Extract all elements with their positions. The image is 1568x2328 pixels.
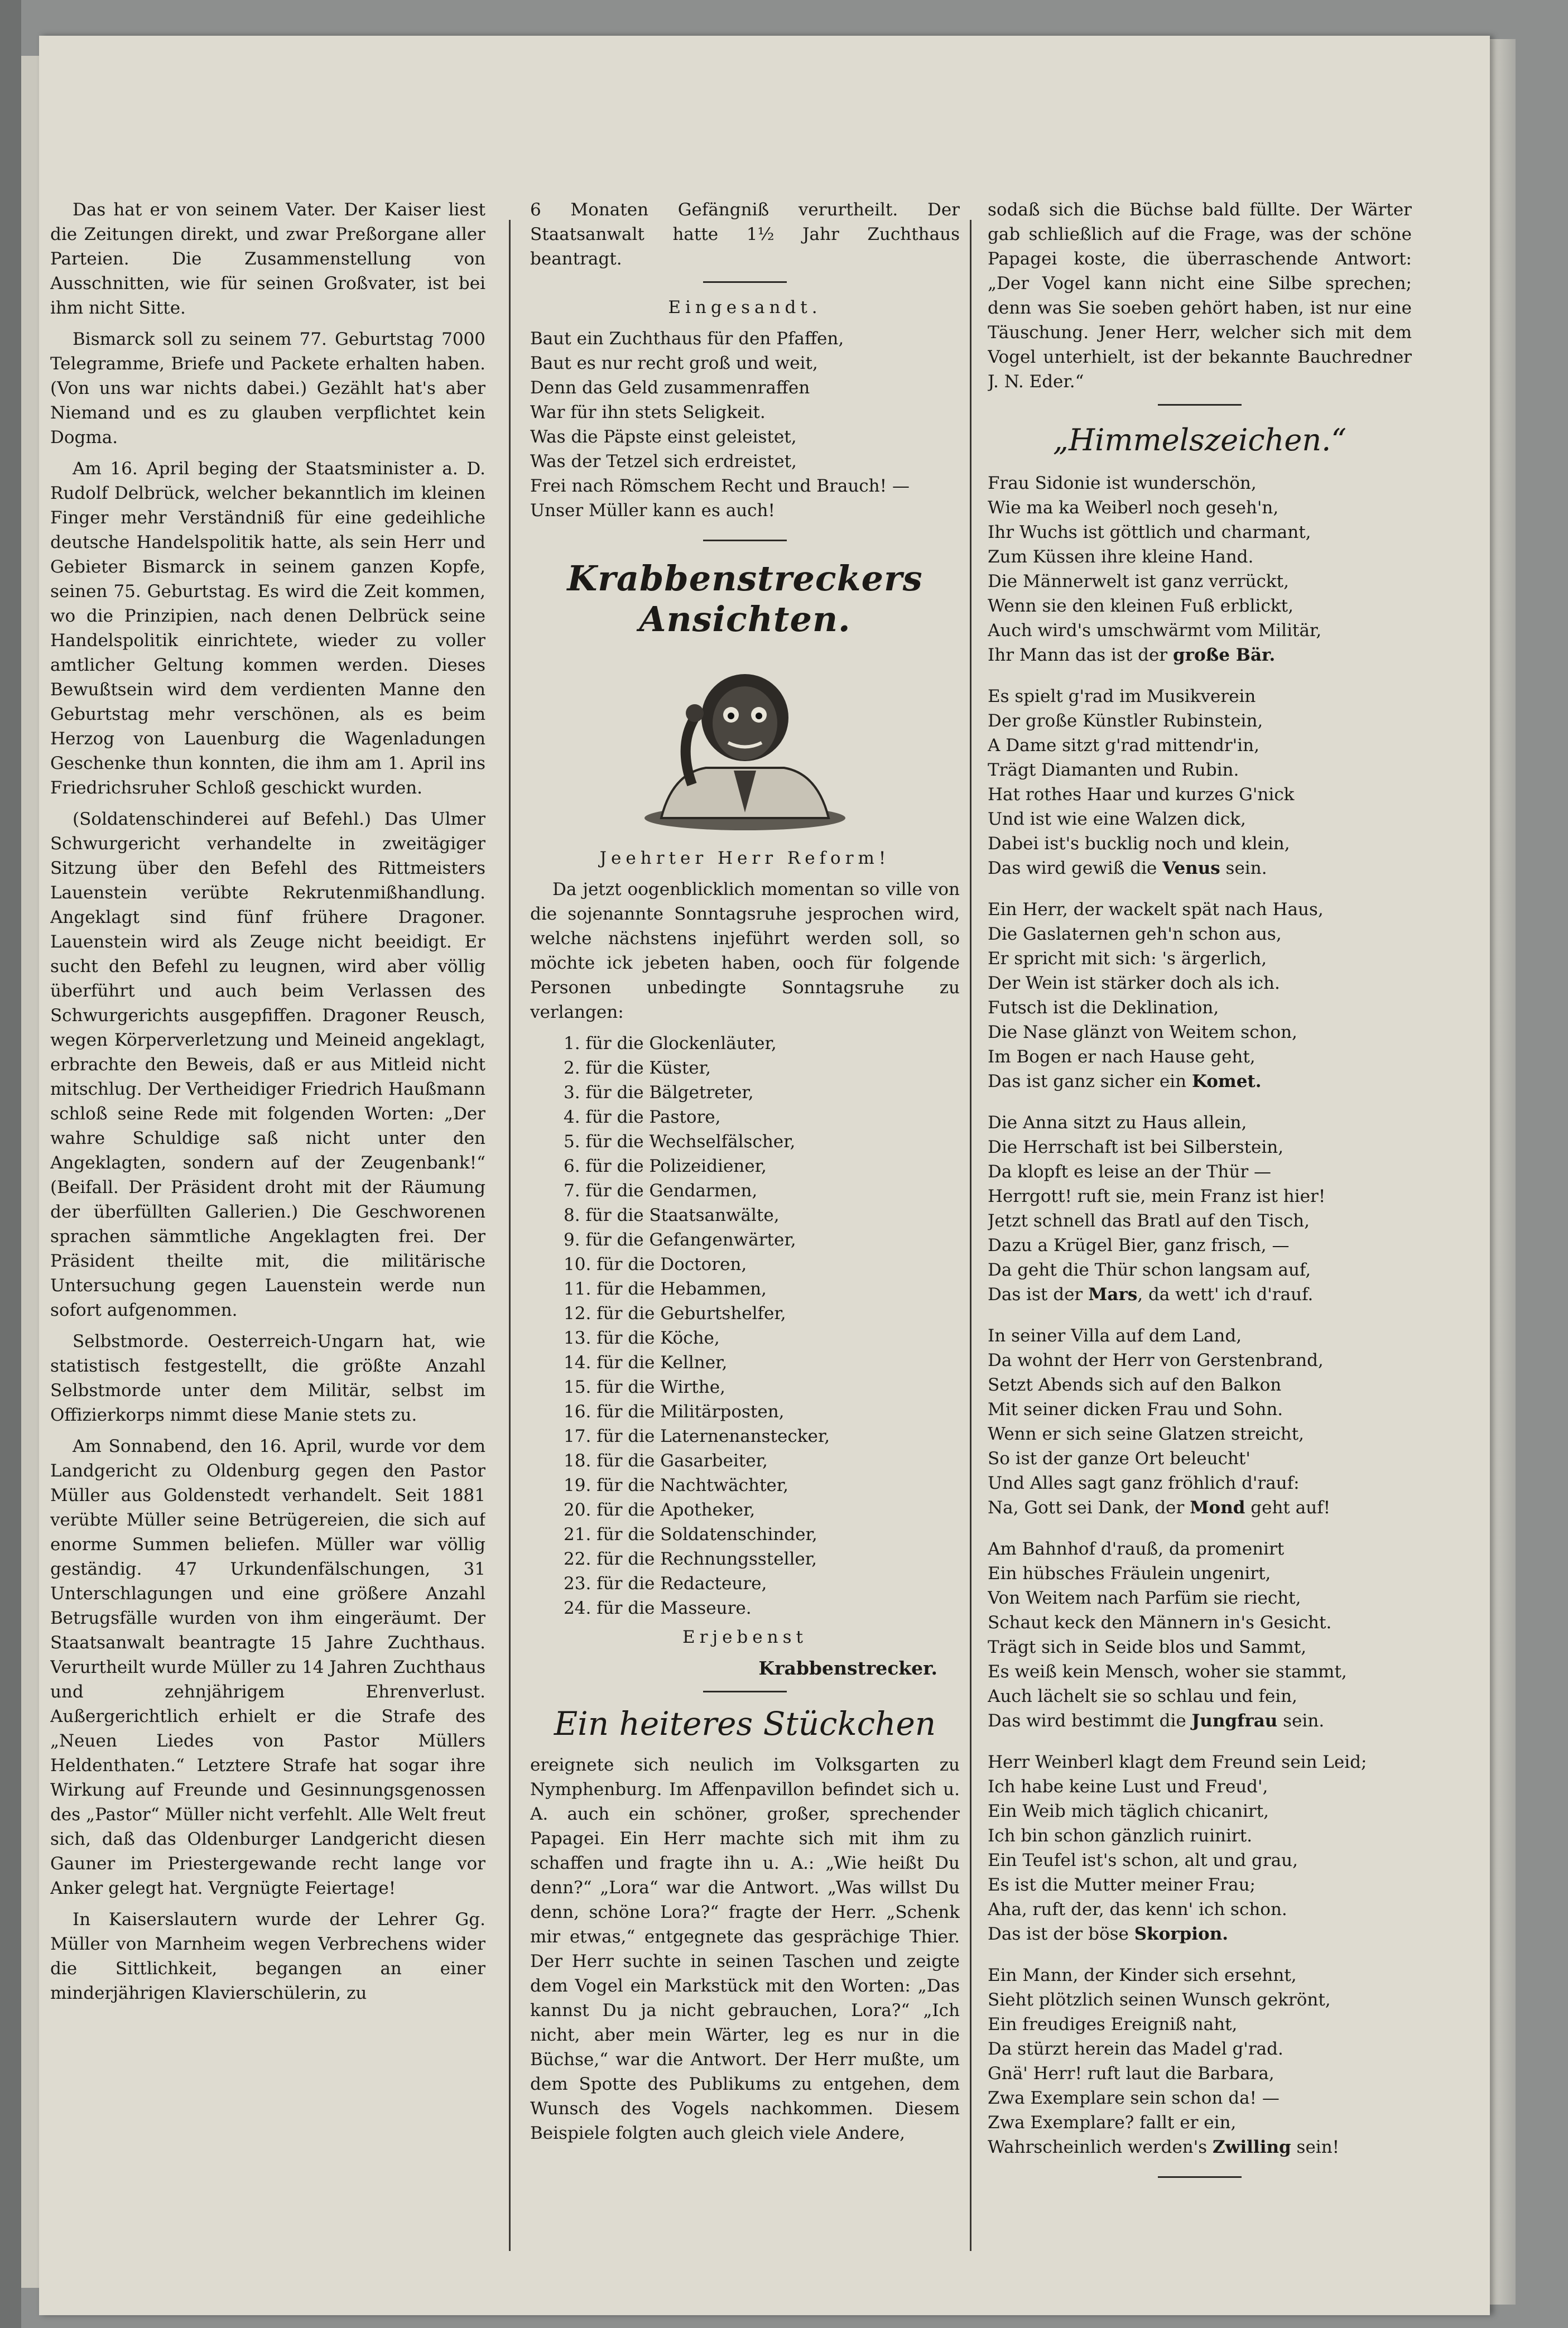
poem-line: Was die Päpste einst geleistet,	[530, 427, 797, 447]
poem-line: Die Gaslaternen geh'n schon aus,	[988, 924, 1282, 944]
poem-line: Hat rothes Haar und kurzes G'nick	[988, 785, 1295, 805]
poem-line: Ein freudiges Ereigniß naht,	[988, 2014, 1238, 2034]
poem-line	[988, 643, 1412, 667]
column-2	[530, 198, 960, 2152]
list-item: 9. für die Gefangenwärter,	[564, 1230, 796, 1250]
poem-line: Aha, ruft der, das kenn' ich schon.	[988, 1899, 1287, 1920]
list-item: 12. für die Geburtshelfer,	[564, 1304, 786, 1324]
poem-line: Zwa Exemplare? fallt er ein,	[988, 2113, 1237, 2133]
poem-line: Zwa Exemplare sein schon da! —	[988, 2088, 1280, 2108]
list-item: 18. für die Gasarbeiter,	[564, 1451, 768, 1471]
paragraph-bismarck: Bismarck soll zu seinem 77. Geburtstag 7000 Telegramme, Briefe und Packete erhalten haben. (Von uns war nichts dabei.) Gezählt hat's aber Niemand und es zu glauben verpflichtet kein Dogma.	[50, 329, 485, 448]
poem-line: Unser Müller kann es auch!	[530, 501, 775, 521]
poem-line: Die Nase glänzt von Weitem schon,	[988, 1022, 1297, 1042]
divider	[1158, 404, 1242, 406]
list-item: 7. für die Gendarmen,	[564, 1181, 758, 1201]
page-stack-edge	[1490, 39, 1516, 2305]
poem-line	[988, 1495, 1412, 1520]
poem-line: So ist der ganze Ort beleucht'	[988, 1449, 1250, 1469]
poem-text: Das ist der	[988, 1285, 1089, 1305]
salutation: Jeehrter Herr Reform!	[599, 848, 891, 868]
poem-line: Der Wein ist stärker doch als ich.	[988, 973, 1280, 993]
poem-line: Baut es nur recht groß und weit,	[530, 353, 818, 373]
poem-line: Der große Künstler Rubinstein,	[988, 711, 1263, 731]
poem-line: Auch wird's umschwärmt vom Militär,	[988, 621, 1322, 641]
stanza-7	[988, 1750, 1412, 1946]
constellation-name: Venus	[1162, 858, 1220, 878]
stanza-5	[988, 1324, 1412, 1520]
column-rule-1	[509, 220, 511, 2251]
list-item: 23. für die Redacteure,	[564, 1574, 767, 1594]
poem-line: Die Anna sitzt zu Haus allein,	[988, 1113, 1247, 1133]
poem-line: Die Herrschaft ist bei Silberstein,	[988, 1137, 1284, 1157]
poem-line: Da stürzt herein das Madel g'rad.	[988, 2039, 1283, 2059]
poem-line: Sieht plötzlich seinen Wunsch gekrönt,	[988, 1990, 1331, 2010]
paragraph-soldatenschinderei: (Soldatenschinderei auf Befehl.) Das Ulmer Schwurgericht verhandelte in zweitägiger Sitzung über den Befehl des Rittmeisters Lauenstein verübte Rekrutenmißhandlung. Angeklagt sind fünf frühere Dragoner. Lauenstein wird als Zeuge nicht beeidigt. Er sucht den Befehl zu leugnen, wird aber völlig überführt und auch beim Verlassen des Schwurgerichts ausgepfiffen. Dragoner Reusch, wegen Körperverletzung und Meineid angeklagt, erbrachte den Beweis, daß er aus Mitleid nicht mitschlug. Der Vertheidiger Friedrich Haußmann schloß seine Rede mit folgenden Worten: „Der wahre Schuldige saß nicht unter den Angeklagten, sondern auf der Zeugenbank!“ (Beifall. Der Präsident droht mit der Räumung der überfüllten Gallerien.) Die Geschworenen sprachen sämmtliche Angeklagten frei. Der Präsident theilte mit, die militärische Untersuchung gegen Lauenstein werde nun sofort aufgenommen.	[50, 809, 485, 1320]
list-item: 6. für die Polizeidiener,	[564, 1156, 767, 1176]
poem-text: Ihr Mann das ist der	[988, 645, 1173, 665]
poem-line: Ein Herr, der wackelt spät nach Haus,	[988, 900, 1324, 920]
list-item: 3. für die Bälgetreter,	[564, 1083, 754, 1103]
list-item: 10. für die Doctoren,	[564, 1254, 747, 1274]
poem-line: Herrgott! ruft sie, mein Franz ist hier!	[988, 1186, 1326, 1206]
poem-line	[988, 2135, 1412, 2159]
poem-text: Das ist ganz sicher ein	[988, 1071, 1192, 1091]
poem-line: Wie ma ka Weiberl noch geseh'n,	[988, 498, 1279, 518]
poem-line: Jetzt schnell das Bratl auf den Tisch,	[988, 1211, 1310, 1231]
list-item: 15. für die Wirthe,	[564, 1377, 725, 1397]
poem-line: Da wohnt der Herr von Gerstenbrand,	[988, 1350, 1324, 1370]
poem-line: Mit seiner dicken Frau und Sohn.	[988, 1399, 1283, 1420]
list-item: 11. für die Hebammen,	[564, 1279, 767, 1299]
caricature-illustration	[639, 651, 851, 835]
paragraph-selbstmorde: Selbstmorde. Oesterreich-Ungarn hat, wie statistisch festgestellt, die größte Anzahl Selbstmorde unter dem Militär, selbst im Offizierkorps nimmt diese Manie stets zu.	[50, 1331, 485, 1425]
list-item: 22. für die Rechnungssteller,	[564, 1549, 817, 1569]
poem-text: Das wird bestimmt die	[988, 1711, 1192, 1731]
poem-text: Das wird gewiß die	[988, 858, 1163, 878]
list-item: 8. für die Staatsanwälte,	[564, 1205, 780, 1225]
poem-line: Frau Sidonie ist wunderschön,	[988, 473, 1257, 493]
poem-line: Was der Tetzel sich erdreistet,	[530, 451, 797, 472]
poem-line: Trägt sich in Seide blos und Sammt,	[988, 1637, 1307, 1657]
paragraph-delbrueck: Am 16. April beging der Staatsminister a. D. Rudolf Delbrück, welcher bekanntlich im kleinen Finger mehr Verständniß für eine gedeihliche deutsche Handelspolitik hatte, als sein Herr und Gebieter Bismarck in seinem ganzen Kopfe, seinen 75. Geburtstag. Es wird die Zeit kommen, wo die Prinzipien, nach denen Delbrück seine Handelspolitik einrichtete, wieder zu voller amtlicher Geltung kommen werden. Dieses Bewußtsein wird dem verdienten Manne den Geburtstag mehr verschönen, als es beim Herzog von Lauenburg die Wagenladungen Geschenke thun konnten, die ihm am 1. April ins Friedrichsruher Schloß geschickt wurden.	[50, 459, 485, 798]
closing: Erjebenst	[682, 1627, 807, 1647]
stanza-8	[988, 1963, 1412, 2159]
poem-line: Baut ein Zuchthaus für den Pfaffen,	[530, 329, 844, 349]
paragraph-kaiserslautern: In Kaiserslautern wurde der Lehrer Gg. Müller von Marnheim wegen Verbrechens wider die Sittlichkeit, begangen an einer minderjährigen Klavierschülerin, zu	[50, 1909, 485, 2003]
paragraph-kaiser: Das hat er von seinem Vater. Der Kaiser liest die Zeitungen direkt, und zwar Preßorgane aller Parteien. Die Zusammenstellung von Ausschnitten, wie für seinen Großvater, ist bei ihm nicht Sitte.	[50, 200, 485, 318]
newspaper-page	[39, 36, 1490, 2315]
constellation-name: Mond	[1190, 1498, 1245, 1518]
poem-text: , da wett' ich d'rauf.	[1137, 1285, 1314, 1305]
poem-line: Es weiß kein Mensch, woher sie stammt,	[988, 1662, 1347, 1682]
poem-line	[988, 1282, 1412, 1307]
poem-text: Das ist der böse	[988, 1924, 1134, 1944]
list-item: 1. für die Glockenläuter,	[564, 1033, 777, 1054]
column-1	[50, 198, 485, 2012]
list-item: 21. für die Soldatenschinder,	[564, 1524, 817, 1545]
constellation-name: Mars	[1088, 1285, 1138, 1305]
poem-line: Ich habe keine Lust und Freud',	[988, 1777, 1268, 1797]
paragraph-pastor-mueller: Am Sonnabend, den 16. April, wurde vor dem Landgericht zu Oldenburg gegen den Pastor Müller aus Goldenstedt verhandelt. Seit 1881 verübte Müller seine Betrügereien, die sich auf enorme Summen beliefen. Müller war völlig geständig. 47 Urkundenfälschungen, 31 Unterschlagungen und eine größere Anzahl Betrugsfälle wurden von ihm eingeräumt. Der Staatsanwalt beantragte 15 Jahre Zuchthaus. Verurtheilt wurde Müller zu 14 Jahren Zuchthaus und zehnjährigem Ehrenverlust. Außergerichtlich erhielt er die Strafe des „Neuen Liedes von Pastor Müllers Heldenthaten.“ Letztere Strafe hat sogar ihre Wirkung auf Freunde und Gesinnungsgenossen des „Pastor“ Müller nicht verfehlt. Alle Welt freut sich, daß das Oldenburger Landgericht diesen Gauner im Priestergewande recht lange vor Anker gelegt hat. Vergnügte Feiertage!	[50, 1436, 485, 1898]
poem-line: Zum Küssen ihre kleine Hand.	[988, 547, 1254, 567]
list-item: 14. für die Kellner,	[564, 1353, 728, 1373]
poem-line	[988, 1922, 1412, 1946]
stanza-6	[988, 1537, 1412, 1733]
constellation-name: Zwilling	[1213, 2137, 1291, 2157]
story-continuation: sodaß sich die Büchse bald füllte. Der Wärter gab schließlich auf die Frage, was der schöne Papagei koste, die überraschende Antwort: „Der Vogel kann nicht eine Silbe sprechen; denn was Sie soeben gehört haben, ist nur eine Täuschung. Jener Herr, welcher sich mit dem Vogel unterhielt, ist der bekannte Bauchredner J. N. Eder.“	[988, 200, 1412, 392]
poem-line: Ein Teufel ist's schon, alt und grau,	[988, 1850, 1298, 1870]
poem-line: Futsch ist die Deklination,	[988, 998, 1219, 1018]
poem-line: Trägt Diamanten und Rubin.	[988, 760, 1239, 780]
poem-line: Schaut keck den Männern in's Gesicht.	[988, 1613, 1332, 1633]
poem-line: A Dame sitzt g'rad mittendr'in,	[988, 735, 1259, 756]
poem-line: Da klopft es leise an der Thür —	[988, 1162, 1272, 1182]
poem-line: Dazu a Krügel Bier, ganz frisch, —	[988, 1235, 1290, 1256]
poem-line: Herr Weinberl klagt dem Freund sein Leid;	[988, 1752, 1367, 1772]
constellation-name: Komet.	[1191, 1071, 1262, 1091]
poem-line: Es ist die Mutter meiner Frau;	[988, 1875, 1256, 1895]
poem-line: Frei nach Römschem Recht und Brauch! —	[530, 476, 910, 496]
divider	[703, 540, 787, 541]
paragraph-continuation: 6 Monaten Gefängniß verurtheilt. Der Staatsanwalt hatte 1½ Jahr Zuchthaus beantragt.	[530, 200, 960, 269]
column-rule-2	[970, 220, 971, 2251]
poem-line: Ein Weib mich täglich chicanirt,	[988, 1801, 1269, 1821]
list-item: 20. für die Apotheker,	[564, 1500, 756, 1520]
poem-line: Ich bin schon gänzlich ruinirt.	[988, 1826, 1253, 1846]
heiteres-stueckchen-title: Ein heiteres Stückchen	[554, 1705, 936, 1743]
divider	[703, 1691, 787, 1692]
constellation-name: große Bär.	[1172, 645, 1276, 665]
stanza-4	[988, 1110, 1412, 1307]
poem-line: Im Bogen er nach Hause geht,	[988, 1047, 1256, 1067]
poem-line: Dabei ist's bucklig noch und klein,	[988, 834, 1290, 854]
poem-line: Wenn er sich seine Glatzen streicht,	[988, 1424, 1305, 1444]
krabbenstrecker-title: Krabbenstreckers Ansichten.	[567, 558, 923, 639]
poem-line: War für ihn stets Seligkeit.	[530, 402, 766, 422]
poem-line: Wenn sie den kleinen Fuß erblickt,	[988, 596, 1293, 616]
signature: Krabbenstrecker.	[758, 1657, 937, 1679]
poem-line: Denn das Geld zusammenraffen	[530, 378, 810, 398]
poem-line: Gnä' Herr! ruft laut die Barbara,	[988, 2064, 1274, 2084]
constellation-name: Jungfrau	[1191, 1711, 1278, 1731]
poem-line: Von Weitem nach Parfüm sie riecht,	[988, 1588, 1301, 1608]
divider	[1158, 2176, 1242, 2178]
constellation-name: Skorpion.	[1134, 1924, 1229, 1944]
eingesandt-heading: Eingesandt.	[668, 297, 822, 318]
list-item: 5. für die Wechselfälscher,	[564, 1132, 796, 1152]
zuchthaus-poem	[530, 326, 960, 523]
stanza-3	[988, 897, 1412, 1094]
poem-line: Ein hübsches Fräulein ungenirt,	[988, 1564, 1271, 1584]
list-item: 4. für die Pastore,	[564, 1107, 721, 1127]
poem-text: sein.	[1277, 1711, 1325, 1731]
list-item: 2. für die Küster,	[564, 1058, 711, 1078]
list-item: 17. für die Laternenanstecker,	[564, 1426, 830, 1446]
poem-line: Am Bahnhof d'rauß, da promenirt	[988, 1539, 1285, 1559]
list-item: 19. für die Nachtwächter,	[564, 1475, 789, 1495]
book-spine	[0, 0, 21, 2328]
sonntagsruhe-list	[530, 1031, 960, 1620]
list-item: 13. für die Köche,	[564, 1328, 720, 1348]
poem-text: sein!	[1291, 2137, 1340, 2157]
poem-text: Na, Gott sei Dank, der	[988, 1498, 1190, 1518]
poem-text: geht auf!	[1245, 1498, 1331, 1518]
column-3	[988, 198, 1412, 2190]
papagei-story: ereignete sich neulich im Volksgarten zu Nymphenburg. Im Affenpavillon befindet sich u. A. auch ein schöner, großer, sprechender Papagei. Ein Herr machte sich mit ihm zu schaffen und fragte ihn u. A.: „Wie heißt Du denn?“ „Lora“ war die Antwort. „Was willst Du denn, schöne Lora?“ fragte der Herr. „Schenk mir etwas,“ entgegnete das gesprächige Thier. Der Herr suchte in seinen Taschen und zeigte dem Vogel ein Markstück mit den Worten: „Das kannst Du ja nicht gebrauchen, Lora?“ „Ich nicht, aber mein Wärter, leg es nur in die Büchse,“ war die Antwort. Der Herr mußte, um dem Spotte des Publikums zu entgehen, dem Wunsch des Vogels nachkommen. Diesem Beispiele folgten auch gleich viele Andere,	[530, 1755, 960, 2143]
himmelszeichen-title: „Himmelszeichen.“	[1053, 422, 1346, 458]
poem-text: Wahrscheinlich werden's	[988, 2137, 1213, 2157]
list-item: 16. für die Militärposten,	[564, 1402, 785, 1422]
poem-line: In seiner Villa auf dem Land,	[988, 1326, 1242, 1346]
poem-text: sein.	[1220, 858, 1267, 878]
poem-line	[988, 856, 1412, 881]
poem-line: Und ist wie eine Walzen dick,	[988, 809, 1246, 829]
poem-line	[988, 1069, 1412, 1094]
poem-line: Die Männerwelt ist ganz verrückt,	[988, 571, 1289, 591]
poem-line: Setzt Abends sich auf den Balkon	[988, 1375, 1282, 1395]
poem-line: Ihr Wuchs ist göttlich und charmant,	[988, 522, 1311, 542]
letter-intro: Da jetzt oogenblicklich momentan so ville von die sojenannte Sonntagsruhe jesprochen wird, welche nächstens injeführt werden soll, so möchte ick jebeten haben, ooch für folgende Personen unbedingte Sonntagsruhe zu verlangen:	[530, 879, 960, 1022]
stanza-2	[988, 684, 1412, 881]
stanza-1	[988, 471, 1412, 667]
poem-line: Es spielt g'rad im Musikverein	[988, 686, 1256, 706]
poem-line	[988, 1709, 1412, 1733]
poem-line: Auch lächelt sie so schlau und fein,	[988, 1686, 1297, 1706]
poem-line: Und Alles sagt ganz fröhlich d'rauf:	[988, 1473, 1300, 1493]
list-item: 24. für die Masseure.	[564, 1598, 752, 1618]
poem-line: Da geht die Thür schon langsam auf,	[988, 1260, 1311, 1280]
poem-line: Ein Mann, der Kinder sich ersehnt,	[988, 1965, 1297, 1985]
divider	[703, 281, 787, 283]
poem-line: Er spricht mit sich: 's ärgerlich,	[988, 949, 1267, 969]
